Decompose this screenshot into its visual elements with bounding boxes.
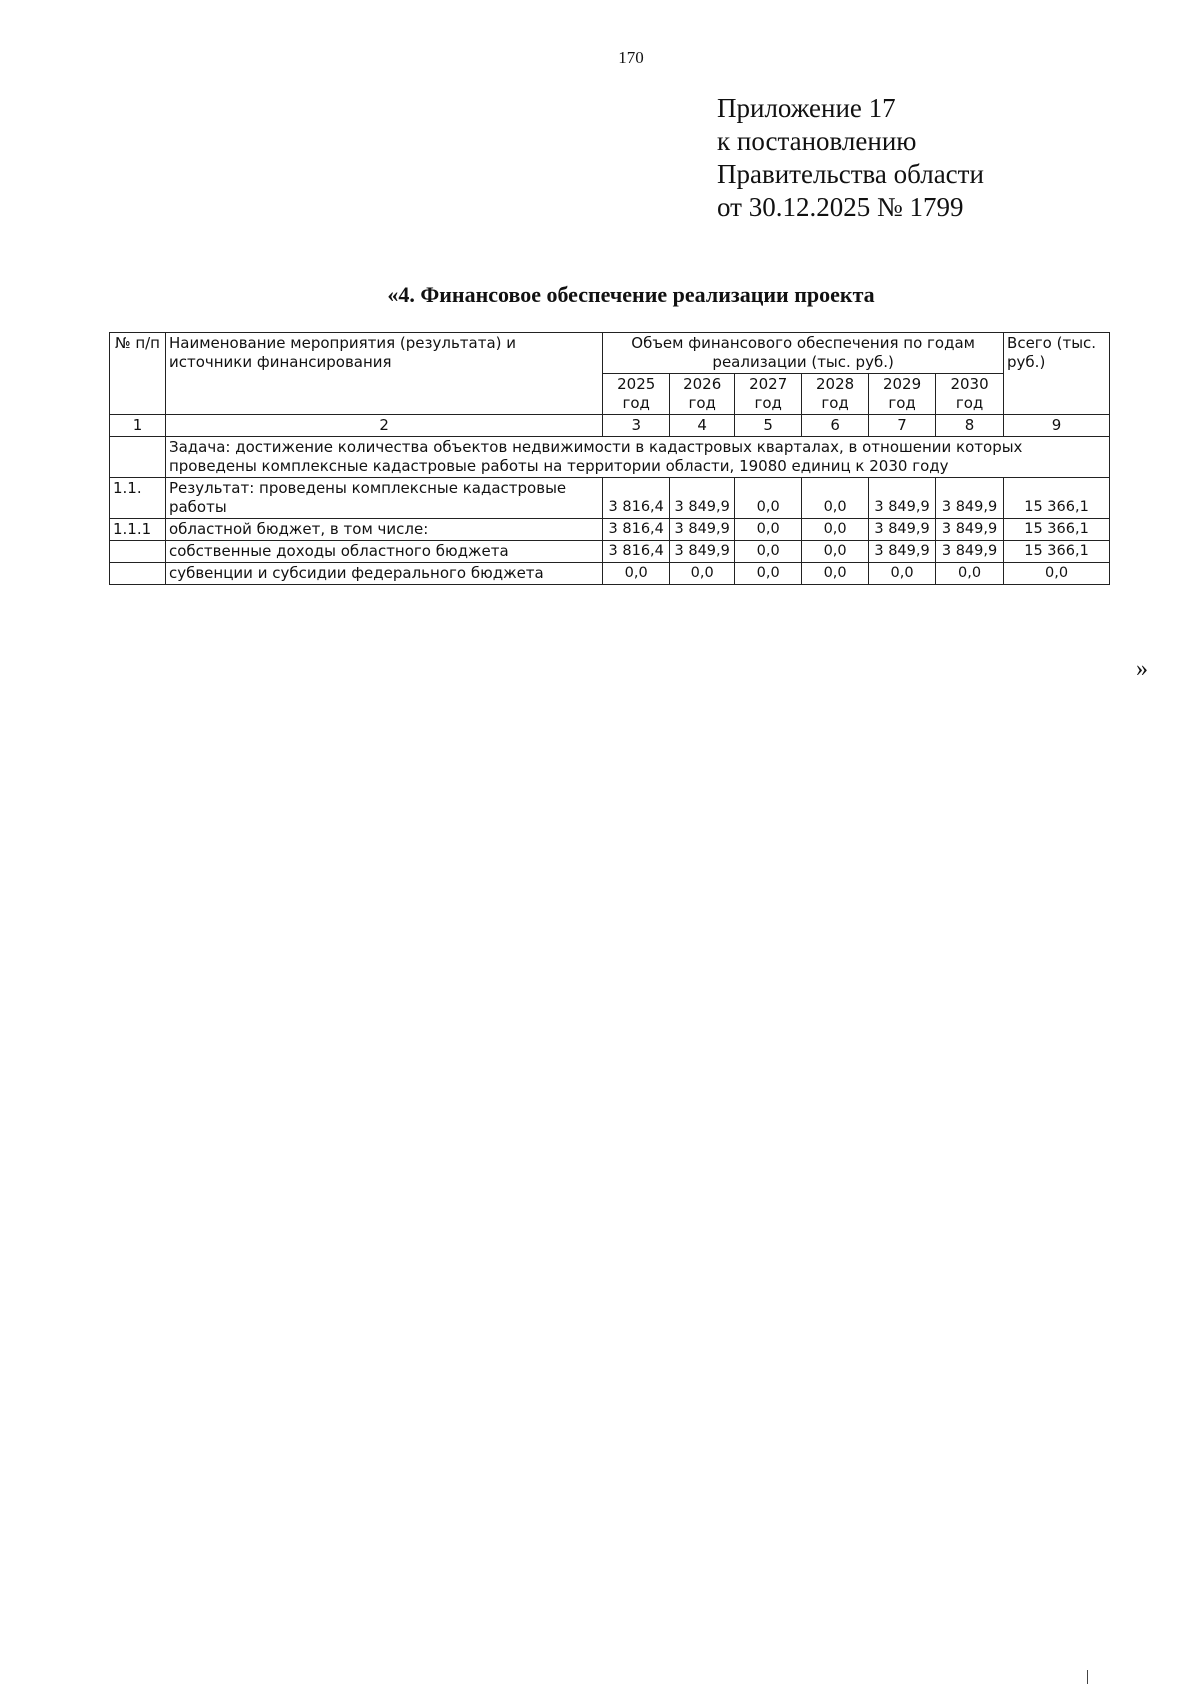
row-name: субвенции и субсидии федерального бюджета: [165, 563, 602, 585]
row-value: 3 849,9: [936, 478, 1004, 519]
row-num: [110, 563, 166, 585]
row-value: 3 816,4: [603, 519, 670, 541]
header-num: № п/п: [110, 333, 166, 415]
column-number: 6: [802, 415, 869, 437]
row-value: 0,0: [735, 519, 802, 541]
header-row: [110, 333, 1110, 374]
header-name: Наименование мероприятия (результата) и источники финансирования: [165, 333, 602, 415]
row-value: 0,0: [735, 478, 802, 519]
row-name: Результат: проведены комплексные кадастровые работы: [165, 478, 602, 519]
row-value: 0,0: [802, 541, 869, 563]
header-year: 2029 год: [869, 374, 936, 415]
row-value: 3 849,9: [869, 541, 936, 563]
row-value: 3 849,9: [936, 541, 1004, 563]
row-num: 1.1.1: [110, 519, 166, 541]
appendix-line: от 30.12.2025 № 1799: [717, 192, 964, 222]
row-value: 0,0: [936, 563, 1004, 585]
scan-margin-mark: [1087, 1670, 1088, 1684]
row-total: 0,0: [1004, 563, 1110, 585]
column-number: 9: [1004, 415, 1110, 437]
column-number: 1: [110, 415, 166, 437]
column-number: 3: [603, 415, 670, 437]
row-total: 15 366,1: [1004, 519, 1110, 541]
row-total: 15 366,1: [1004, 541, 1110, 563]
row-value: 0,0: [735, 541, 802, 563]
row-total: 15 366,1: [1004, 478, 1110, 519]
row-name: областной бюджет, в том числе:: [165, 519, 602, 541]
header-year: 2030 год: [936, 374, 1004, 415]
row-num: 1.1.: [110, 478, 166, 519]
column-number: 5: [735, 415, 802, 437]
row-value: 3 849,9: [670, 519, 735, 541]
section-title: «4. Финансовое обеспечение реализации проекта: [387, 282, 875, 307]
task-row: [110, 437, 1110, 478]
row-value: 3 849,9: [670, 541, 735, 563]
appendix-line: Правительства области: [717, 159, 984, 189]
appendix-block: [717, 92, 984, 224]
financing-table: [109, 332, 1110, 585]
appendix-line: к постановлению: [717, 126, 917, 156]
header-volume: Объем финансового обеспечения по годам реализации (тыс. руб.): [603, 333, 1004, 374]
column-number: 4: [670, 415, 735, 437]
row-value: 0,0: [802, 563, 869, 585]
page-number: 170: [618, 48, 644, 67]
column-number: 7: [869, 415, 936, 437]
table-row: [110, 478, 1110, 519]
row-value: 3 849,9: [869, 519, 936, 541]
task-text: Задача: достижение количества объектов недвижимости в кадастровых кварталах, в отношении которых проведены комплексные кадастровые работы на территории области, 19080 единиц к 2030 году: [165, 437, 1109, 478]
row-value: 3 816,4: [603, 478, 670, 519]
table-row: [110, 541, 1110, 563]
row-value: 0,0: [603, 563, 670, 585]
row-num: [110, 541, 166, 563]
row-value: 3 849,9: [936, 519, 1004, 541]
header-year: 2026 год: [670, 374, 735, 415]
row-value: 3 849,9: [670, 478, 735, 519]
header-total: Всего (тыс. руб.): [1004, 333, 1110, 415]
table-row: [110, 563, 1110, 585]
closing-quote: »: [1136, 656, 1148, 682]
column-number: 2: [165, 415, 602, 437]
header-year: 2027 год: [735, 374, 802, 415]
column-numbers-row: [110, 415, 1110, 437]
row-value: 0,0: [802, 478, 869, 519]
row-value: 0,0: [670, 563, 735, 585]
row-name: собственные доходы областного бюджета: [165, 541, 602, 563]
header-year: 2025 год: [603, 374, 670, 415]
appendix-line: Приложение 17: [717, 93, 896, 123]
row-value: 3 816,4: [603, 541, 670, 563]
row-value: 0,0: [802, 519, 869, 541]
row-value: 0,0: [735, 563, 802, 585]
header-year: 2028 год: [802, 374, 869, 415]
table-row: [110, 519, 1110, 541]
row-value: 0,0: [869, 563, 936, 585]
row-value: 3 849,9: [869, 478, 936, 519]
column-number: 8: [936, 415, 1004, 437]
